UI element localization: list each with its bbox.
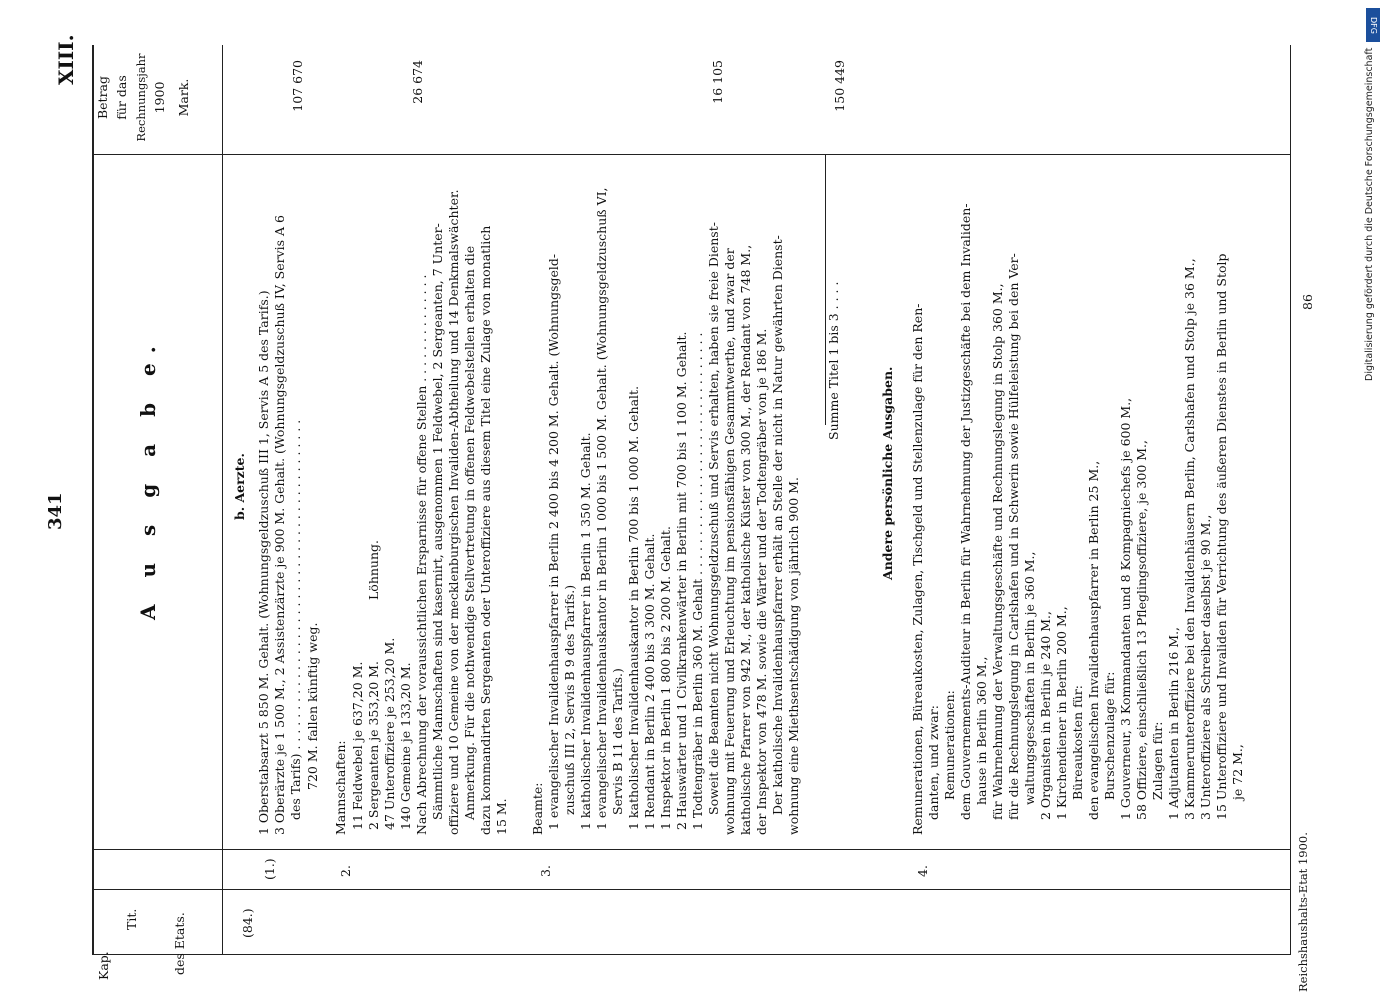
tit-2: 2. [338,865,353,877]
table-bottom-rule [1290,45,1291,955]
block4-line: Büreaukosten für: [1070,685,1085,800]
block3-line: 1 evangelischer Invalidenhauspfarrer in Berlin 2 400 bis 4 200 M. Gehalt. (Wohnungsgeld- [546,253,561,830]
amount-2: 26 674 [410,60,425,104]
block3-line: Der katholische Invalidenhauspfarrer erhält an Stelle der nicht in Natur gewährten Dienst- [770,235,785,815]
block4-line: Remunerationen, Büreaukosten, Zulagen, Tischgeld und Stellenzulage für den Ren- [910,303,925,835]
block3-line: 1 Inspektor in Berlin 1 800 bis 2 200 M. Gehalt. [658,526,673,830]
block2-line: Nach Abrechnung der voraussichtlichen Ersparnisse für offene Stellen . . . . . . . . . . . . . . [414,274,429,835]
volume-number: XIII. [54,34,78,85]
block1-line: des Tarifs) . . . . . . . . . . . . . . . . . . . . . . . . . . . . . . . . . . . . . . . . . . [288,419,303,820]
section-heading-aerzte: b. Aerzte. [232,453,247,520]
block1-line: 3 Oberärzte je 1 500 M., 2 Assistenzärzte je 900 M. Gehalt. (Wohnungsgeldzuschuß IV, Servis A 6 [272,215,287,835]
block3-line: zuschuß III 2, Servis B 9 des Tarifs.) [562,584,577,815]
block4-line: waltungsgeschäften in Berlin je 360 M., [1022,551,1037,805]
block4-line: 1 Gouverneur, 3 Kommandanten und 8 Kompagniechefs je 600 M., [1118,397,1133,820]
col-betrag-3: Rechnungsjahr [134,53,148,142]
summe-value: 150 449 [832,60,847,112]
block3-line: 1 evangelischer Invalidenhauskantor in Berlin 1 000 bis 1 500 M. Gehalt. (Wohnungsgeldzuschuß VI, [594,187,609,830]
page-title: A u s g a b e. [136,336,160,620]
block3-line: wohnung eine Miethsentschädigung von jährlich 900 M. [786,477,801,835]
col-kap: Kap. [96,951,111,980]
dfg-strip [1364,8,1382,528]
col-betrag-5: Mark. [176,78,191,117]
block2-line: 11 Feldwebel je 637,20 M. [350,661,365,830]
kapitel-number: (84.) [240,908,255,938]
amount-3: 16 105 [710,60,725,104]
footer-left: Reichshaushalts-Etat 1900. [1296,832,1310,992]
block4-line: hause in Berlin 360 M., [974,656,989,805]
block4-line: 58 Offiziere, einschließlich 13 Pfleglingsoffiziere, je 300 M., [1134,440,1149,820]
block2-line: Anmerkung. Für die nothwendige Stellvertretung in offenen Feldwebelstellen erhalten die [462,245,477,820]
block2-line: Mannschaften: [333,740,348,835]
block3-line: 1 katholischer Invalidenhauspfarrer in Berlin 1 350 M. Gehalt. [578,432,593,830]
col-tit: Tit. [124,908,139,930]
block4-line: Remunerationen: [942,690,957,800]
block4-line: Burschenzulage für: [1102,671,1117,800]
amount-1: 107 670 [290,60,305,112]
block3-line: katholische Pfarrer von 942 M., der katholische Küster von 300 M., der Rendant von 748 M., [738,244,753,835]
block2-line: 15 M. [494,798,509,835]
section-heading-andere: Andere persönliche Ausgaben. [880,366,895,580]
block4-line: 2 Organisten in Berlin je 240 M., [1038,611,1053,820]
dfg-logo: DFG [1366,8,1380,42]
block3-line: 1 katholischer Invalidenhauskantor in Berlin 700 bis 1 000 M. Gehalt. [626,385,641,830]
col-betrag-1: Betrag [95,75,110,120]
block4-line: Zulagen für: [1150,721,1165,800]
block4-line: für Wahrnehmung der Verwaltungsgeschäfte und Rechnungslegung in Stolp 360 M., [990,283,1005,820]
block4-line: dem Gouvernements-Auditeur in Berlin für Wahrnehmung der Justizgeschäfte bei dem Invaliden- [958,203,973,820]
block4-line: 1 Adjutanten in Berlin 216 M., [1166,626,1181,820]
block4-line: den evangelischen Invalidenhauspfarrer in Berlin 25 M., [1086,460,1101,820]
tit-3: 3. [538,865,553,877]
kap-divider [92,889,1290,890]
tit-4: 4. [915,865,930,877]
block3-line: 1 Rendant in Berlin 2 400 bis 3 300 M. Gehalt. [642,533,657,830]
lohnung-label: Löhnung. [366,539,381,600]
block4-line: 3 Unteroffiziere als Schreiber daselbst je 90 M., [1198,514,1213,820]
tit-1: (1.) [262,858,277,880]
block4-line: 3 Kammerunteroffiziere bei den Invalidenhäusern Berlin, Carlshafen und Stolp je 36 M., [1182,258,1197,820]
summe-label: Summe Titel 1 bis 3 . . . . [826,281,841,440]
block4-line: je 72 M., [1230,744,1245,800]
block1-line: 720 M. fallen künftig weg. [305,622,320,790]
amount-divider [92,154,1290,155]
block2-line: dazu kommandirten Sergeanten oder Unteroffiziere aus diesem Titel eine Zulage von monatlich [478,225,493,835]
block2-line: 2 Sergeanten je 353,20 M. [366,661,381,830]
block3-line: wohnung mit Feuerung und Erleuchtung im pensionsfähigen Gesammtwerthe, und zwar der [722,248,737,835]
block2-line: offiziere und 10 Gemeine von der mecklenburgischen Invaliden-Abtheilung und 14 Denkmalswächter. [446,189,461,835]
col-betrag-4: 1900 [152,81,167,114]
block3-line: Soweit die Beamten nicht Wohnungsgeldzuschuß und Servis erhalten, haben sie freie Dienst- [706,222,721,815]
block2-line: 140 Gemeine je 133,20 M. [398,662,413,830]
block3-line: Servis B 11 des Tarifs.) [610,668,625,815]
tit-divider [92,849,1290,850]
block4-line: für die Rechnungslegung in Carlshafen und in Schwerin sowie Hülfeleistung bei den Ver- [1006,253,1021,820]
page-number: 341 [45,492,66,530]
block2-line: 47 Unteroffiziere je 253,20 M. [382,637,397,830]
table-top-rule [92,45,94,955]
col-betrag-2: für das [114,75,129,120]
header-bottom-rule [222,45,223,955]
block2-line: Sämmtliche Mannschaften sind kasernirt, ausgenommen 1 Feldwebel, 2 Sergeanten, 7 Unter- [430,223,445,820]
col-des-etats: des Etats. [172,912,187,975]
block4-line: 15 Unteroffiziere und Invaliden für Verrichtung des äußeren Dienstes in Berlin und Stolp [1214,253,1229,820]
table-left-edge [92,954,1290,955]
block3-line: Beamte: [530,782,545,835]
block4-line: 1 Kirchendiener in Berlin 200 M., [1054,606,1069,820]
block1-line: 1 Oberstabsarzt 5 850 M. Gehalt. (Wohnungsgeldzuschuß III 1, Servis A 5 des Tarifs.) [256,290,271,835]
footer-right: 86 [1300,294,1315,310]
block4-line: danten, und zwar: [926,705,941,820]
block3-line: 2 Hauswärter und 1 Civilkrankenwärter in Berlin mit 700 bis 1 100 M. Gehalt. [674,331,689,830]
dfg-caption: Digitalisierung gefördert durch die Deutsche Forschungsgemeinschaft [1364,48,1375,382]
block3-line: der Inspektor von 478 M. sowie die Wärter und der Todtengräber von je 186 M. [754,328,769,835]
block3-line: 1 Todtengräber in Berlin 360 M. Gehalt . . . . . . . . . . . . . . . . . . . . . . . . . . . . . . . [690,332,705,830]
